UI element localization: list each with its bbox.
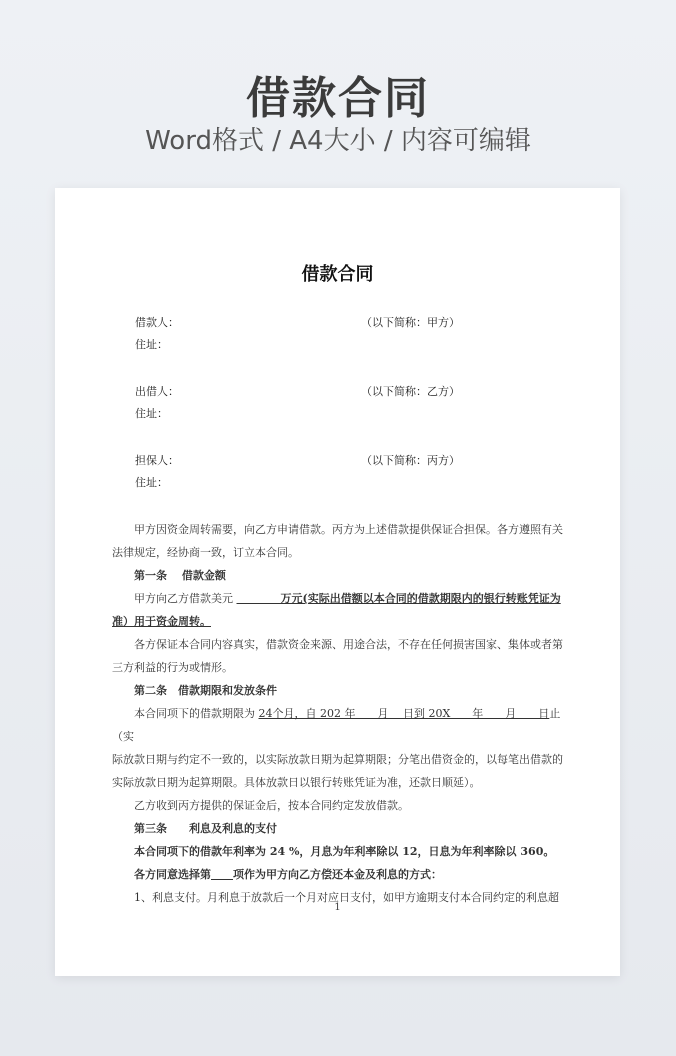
banner-title: 借款合同 [246,73,430,124]
party-address: 住址： [135,407,168,420]
banner-subtitle: Word格式 / A4大小 / 内容可编辑 [145,126,531,156]
article-2-paragraph-1-cont-2: 实际放款日期为起算期限。具体放款日以银行转账凭证为准，还款日顺延）。 [112,776,481,789]
intro-line-2: 法律规定，经协商一致，订立本合同。 [112,546,299,559]
article-1-heading: 第一条 借款金额 [134,569,226,582]
party-role: 出借人： [135,385,179,398]
article-1-paragraph-2: 各方保证本合同内容真实，借款资金来源、用途合法，不存在任何损害国家、集体或者第 [134,638,563,651]
party-lender [135,383,555,427]
document-page [55,188,620,976]
party-alias: （以下简称：乙方） [361,385,460,398]
document-title: 借款合同 [301,264,374,285]
page-number: 1 [334,902,341,913]
party-role: 借款人： [135,316,179,329]
party-alias: （以下简称：甲方） [361,316,460,329]
document-body [112,518,564,909]
party-address: 住址： [135,338,168,351]
article-1-paragraph-1-cont: 准）用于资金周转。 [112,615,211,628]
article-2-paragraph-1: 本合同项下的借款期限为 24个月，自 202 年 月 日到 20X 年 月 日止（实 [112,707,561,743]
article-3-paragraph-1: 本合同项下的借款年利率为 24 %，月息为年利率除以 12，日息为年利率除以 360。 [134,845,555,858]
article-3-heading: 第三条 利息及利息的支付 [134,822,277,835]
article-2-heading: 第二条 借款期限和发放条件 [134,684,277,697]
article-1-paragraph-2-cont: 三方利益的行为或情形。 [112,661,233,674]
party-address: 住址： [135,476,168,489]
party-borrower [135,314,555,358]
article-1-paragraph-1: 甲方向乙方借款美元 万元(实际出借额以本合同的借款期限内的银行转账凭证为 [134,592,561,605]
article-3-paragraph-3: 1、利息支付。月利息于放款后一个月对应日支付，如甲方逾期支付本合同约定的利息超 [134,891,559,904]
article-2-paragraph-2: 乙方收到丙方提供的保证金后，按本合同约定发放借款。 [134,799,409,812]
party-alias: （以下简称：丙方） [361,454,460,467]
article-3-paragraph-2: 各方同意选择第 项作为甲方向乙方偿还本金及利息的方式： [134,868,442,881]
intro-line-1: 甲方因资金周转需要，向乙方申请借款。丙方为上述借款提供保证合担保。各方遵照有关 [134,523,563,536]
party-guarantor [135,452,555,496]
article-2-paragraph-1-cont-1: 际放款日期与约定不一致的，以实际放款日期为起算期限；分笔出借资金的，以每笔出借款的 [112,753,563,766]
party-role: 担保人： [135,454,179,467]
